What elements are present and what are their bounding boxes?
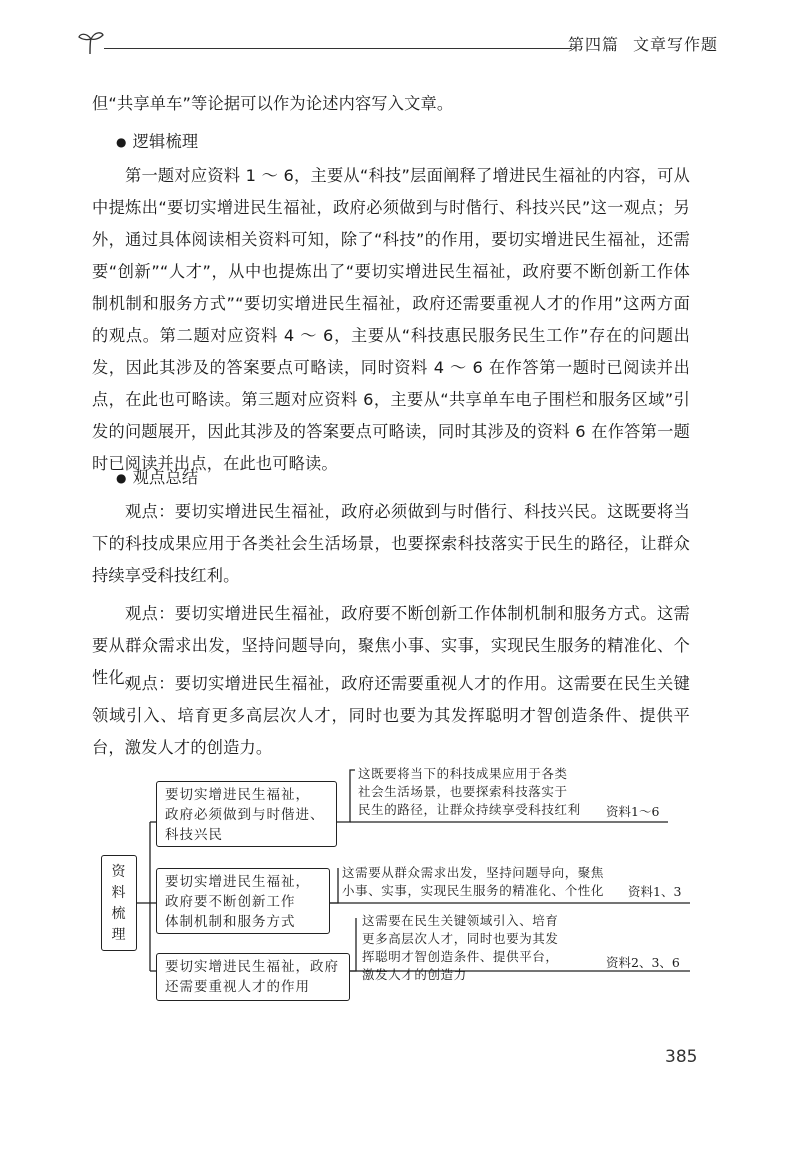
note-line: 这既要将当下的科技成果应用于各类 [358,766,568,781]
branch-line: 政府要不断创新工作 [165,894,296,910]
branch-source-1: 资料1～6 [606,804,660,819]
branch-source-3: 资料2、3、6 [606,955,680,970]
bullet-heading: ● 观点总结 [92,462,690,494]
header-part: 第四篇 [567,35,619,54]
root-char: 理 [111,927,127,943]
paragraph: 观点：要切实增进民生福祉，政府还需要重视人才的作用。这需要在民生关键领域引入、培育更多高层次人才，同时也要为其发挥聪明才智创造条件、提供平台，激发人才的创造力。 [92,674,690,757]
branch-note-1 [358,765,581,819]
root-char: 资 [111,864,127,880]
note-line: 激发人才的创造力 [362,967,467,982]
root-char: 梳 [111,906,127,922]
branch-source-2: 资料1、3 [628,884,682,899]
branch-line: 科技兴民 [165,827,223,843]
bullet-heading: ● 逻辑梳理 [92,126,690,158]
branch-node-3 [156,953,350,1001]
note-line: 这需要从群众需求出发，坚持问题导向，聚焦 [342,865,605,880]
branch-line: 体制机制和服务方式 [165,914,296,930]
branch-line: 要切实增进民生福祉，政府 [165,959,339,975]
paragraph: 第一题对应资料 1 ～ 6，主要从“科技”层面阐释了增进民生福祉的内容，可从中提炼出“要切实增进民生福祉，政府必须做到与时偕行、科技兴民”这一观点；另外，通过具体阅读相关资料可知，除了“科技”的作用，要切实增进民生福祉，还需要“创新”“人才”，从中也提炼出了“要切实增进民生福祉，政府要不断创新工作体制机制和服务方式”“要切实增进民生福祉，政府还需要重视人才的作用”这两方面的观点。第二题对应资料 4 ～ 6，主要从“科技惠民服务民生工作”存在的问题出发，因此其涉及的答案要点可略读，同时资料 4 ～ 6 在作答第一题时已阅读并出点，在此也可略读。第三题对应资料 6，主要从“共享单车电子围栏和服务区域”引发的问题展开，因此其涉及的答案要点可略读，同时其涉及的资料 6 在作答第一题时已阅读并出点，在此也可略读。 [92,166,690,473]
paragraph: 观点：要切实增进民生福祉，政府必须做到与时偕行、科技兴民。这既要将当下的科技成果应用于各类社会生活场景，也要探索科技落实于民生的路径，让群众持续享受科技红利。 [92,502,690,585]
note-line: 挥聪明才智创造条件、提供平台， [362,949,559,964]
branch-line: 政府必须做到与时偕进、 [165,807,325,823]
note-line: 更多高层次人才，同时也要为其发 [362,931,559,946]
note-line: 小事、实事，实现民生服务的精准化、个性化 [342,883,605,898]
branch-node-1 [156,781,337,847]
branch-line: 还需要重视人才的作用 [165,979,310,995]
header-chapter: 文章写作题 [632,35,718,54]
note-line: 这需要在民生关键领域引入、培育 [362,913,559,928]
note-line: 民生的路径，让群众持续享受科技红利 [358,802,581,817]
branch-node-2 [156,868,330,934]
branch-line: 要切实增进民生福祉， [165,787,310,803]
paragraph: 但“共享单车”等论据可以作为论述内容写入文章。 [92,94,454,113]
paragraph: 观点：要切实增进民生福祉，政府要不断创新工作体制机制和服务方式。这需要从群众需求出发，坚持问题导向，聚焦小事、实事，实现民生服务的精准化、个性化。 [92,604,690,687]
root-node [101,855,137,951]
root-char: 料 [111,885,127,901]
page-number: 385 [665,1047,698,1067]
branch-note-2 [342,864,604,900]
branch-line: 要切实增进民生福祉， [165,874,310,890]
note-line: 社会生活场景，也要探索科技落实于 [358,784,568,799]
branch-note-3 [362,912,559,984]
